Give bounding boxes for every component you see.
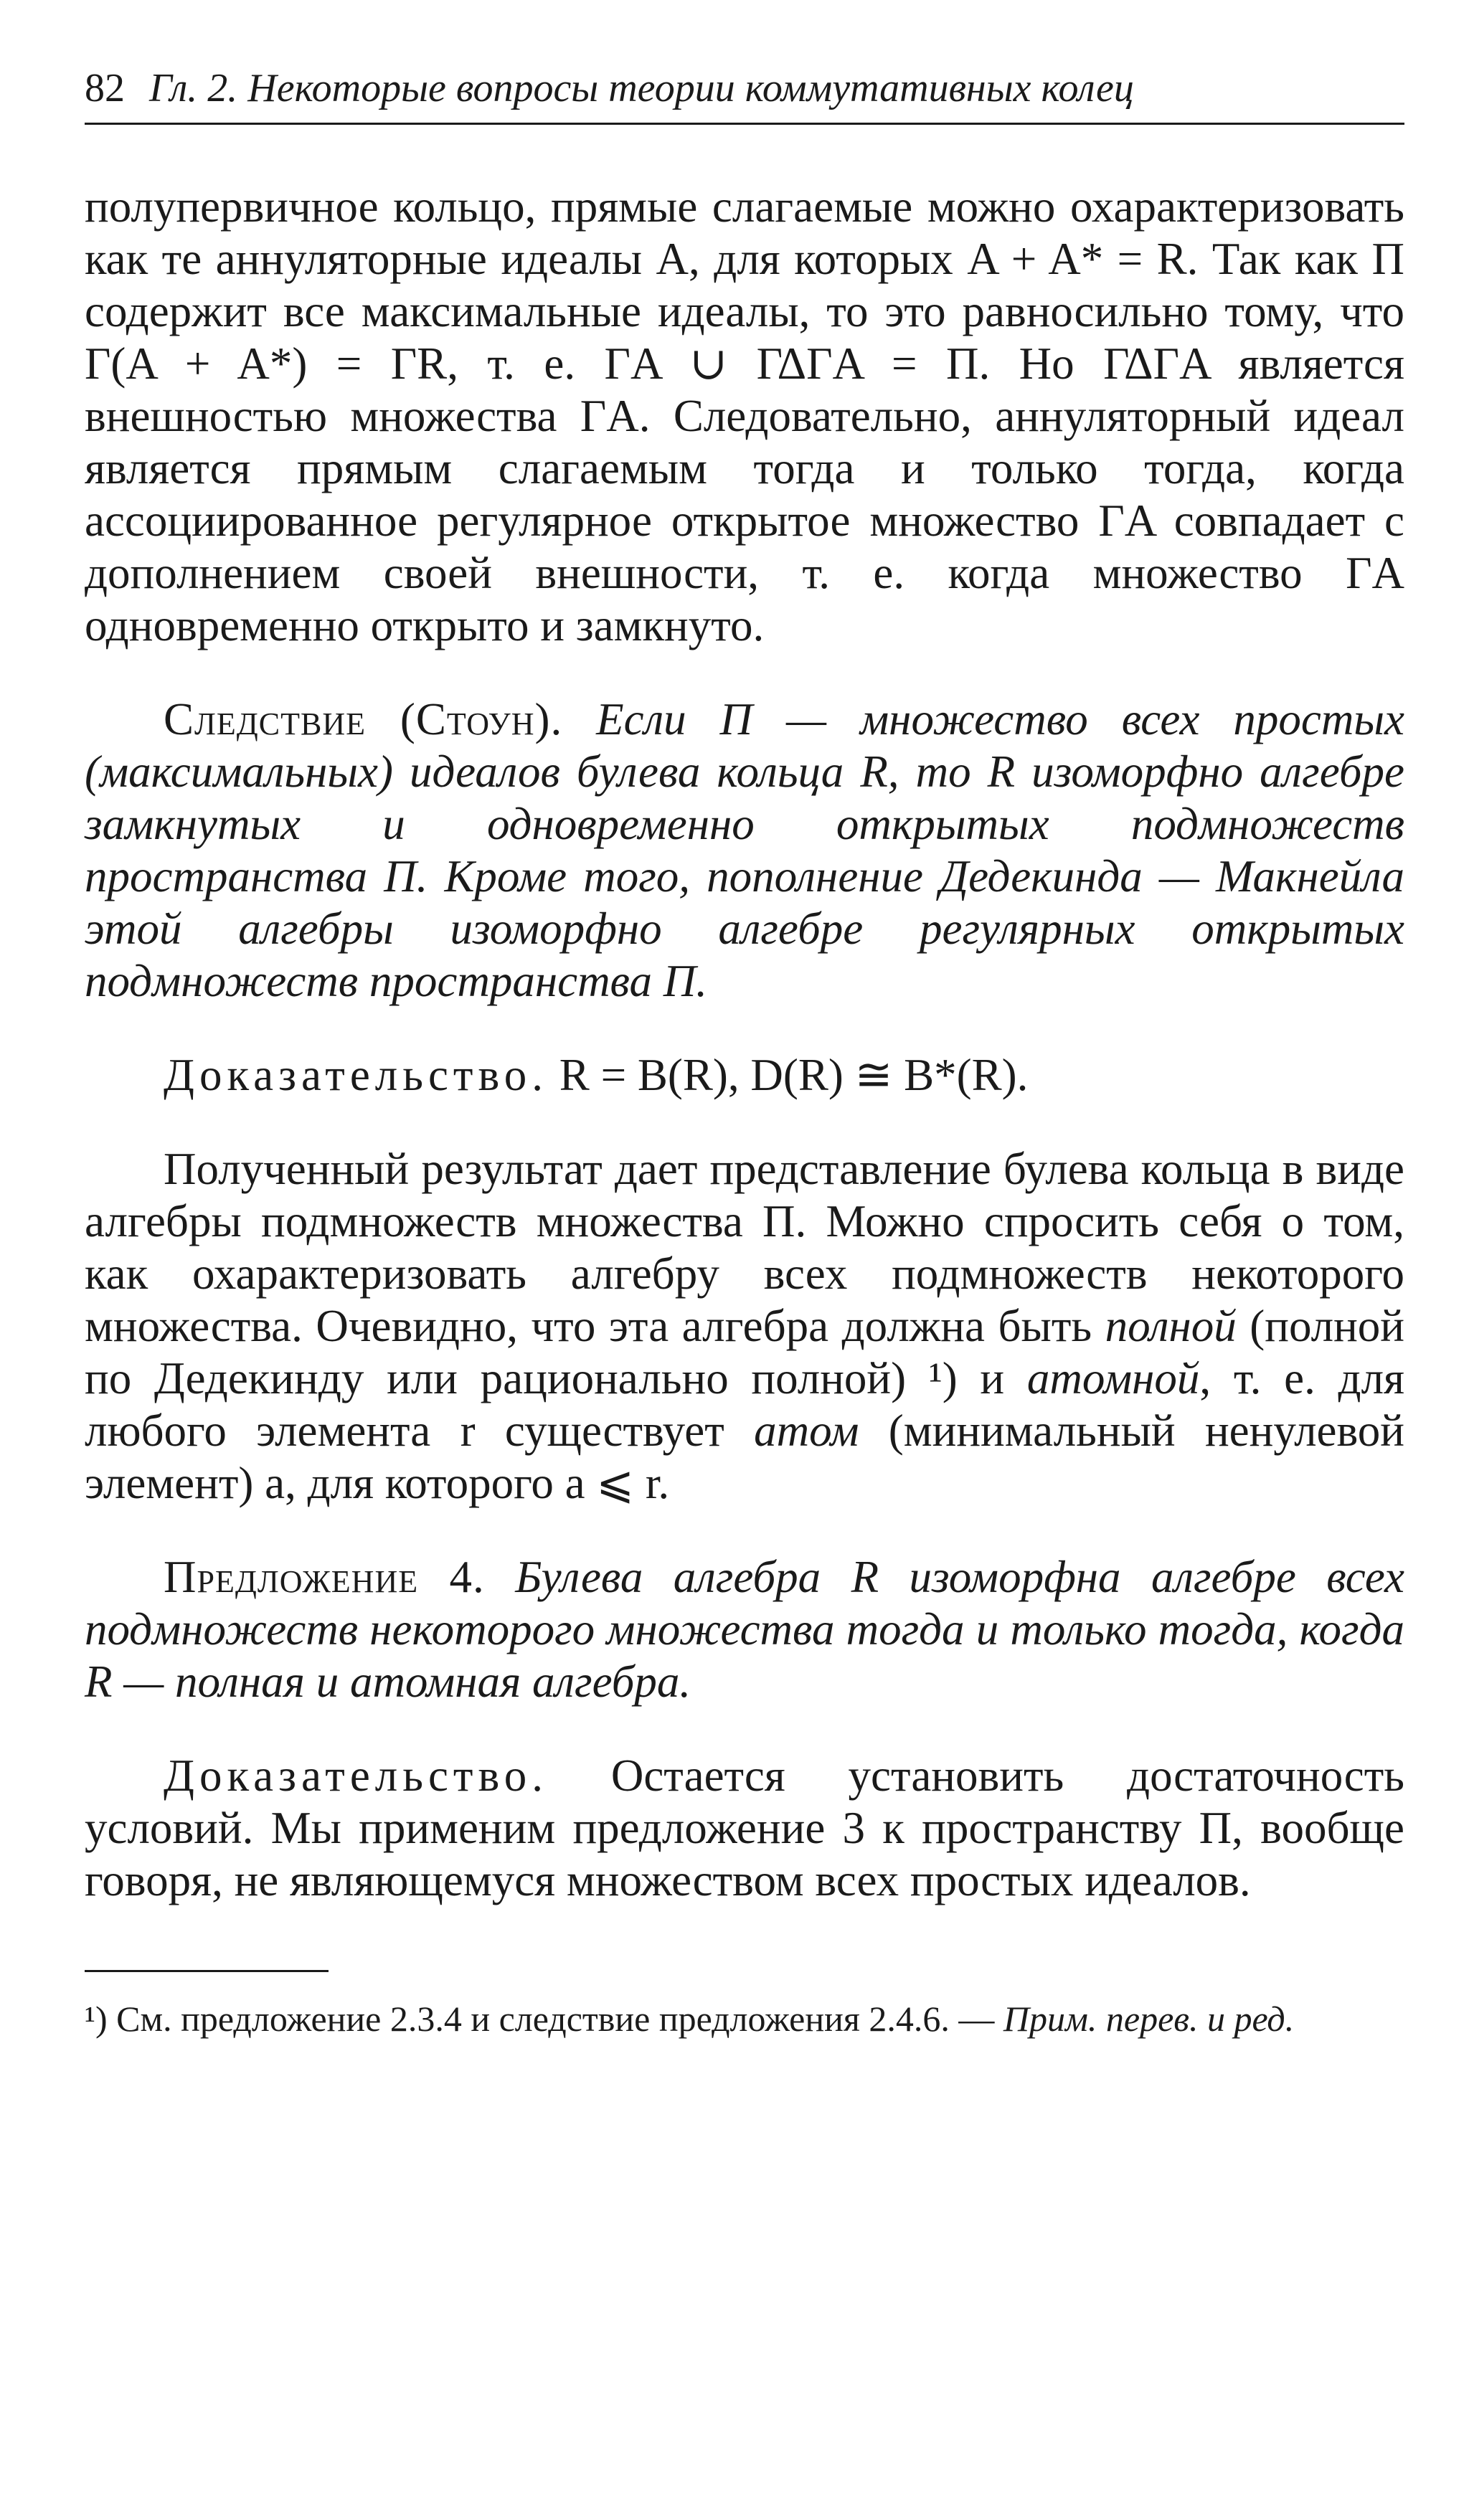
emphasis-term: атомной — [1026, 1353, 1200, 1404]
proof-text: Остается установить достаточность условий. Мы применим предложение 3 к пространству П, вообще говоря, не являющемуся множеством всех простых идеалов. — [85, 1751, 1404, 1906]
footnote-text: ¹) См. предложение 2.3.4 и следствие предложения 2.4.6. — — [85, 1999, 1003, 2040]
footnote — [85, 1996, 1404, 2041]
page-number: 82 — [85, 66, 125, 110]
paragraph-text: (полной по Дедекинду или рационально полной) ¹) и — [85, 1301, 1404, 1404]
corollary-label: Следствие (Стоун). — [164, 694, 563, 745]
corollary-block — [85, 693, 1404, 1008]
emphasis-term: полной — [1105, 1301, 1237, 1352]
paragraph-text: , т. е. для любого элемента r существует — [85, 1353, 1405, 1456]
paragraph-text: Полученный результат дает представление булева кольца в виде алгебры подмножеств множества П. Можно спросить себя о том, как охарактеризовать алгебру всех подмножеств некоторого множества. Очевидно, что эта алгебра должна быть — [85, 1144, 1404, 1352]
proof-block-2 — [85, 1750, 1404, 1907]
paragraph-continuation — [85, 181, 1404, 652]
proposition-text: Булева алгебра R изоморфна алгебре всех подмножеств некоторого множества тогда и только тогда, когда R — полная и атомная алгебра. — [85, 1552, 1405, 1707]
proof-block-1 — [85, 1049, 1404, 1102]
paragraph-text: (минимальный ненулевой элемент) a, для которого a ⩽ r. — [85, 1406, 1404, 1509]
proof-label: Доказательство. — [164, 1751, 549, 1801]
corollary-text: Если П — множество всех простых (максимальных) идеалов булева кольца R, то R изоморфно алгебре замкнутых и одновременно открытых подмножеств пространства П. Кроме того, пополнение Дедекинда — Макнейла этой алгебры изоморфно алгебре регулярных открытых подмножеств пространства П. — [85, 694, 1404, 1007]
footnote-note: Прим. перев. и ред. — [1003, 1999, 1295, 2040]
body-text — [85, 181, 1404, 1907]
proposition-label: Предложение 4. — [164, 1552, 485, 1603]
proposition-block — [85, 1551, 1404, 1708]
proof-label: Доказательство. — [164, 1050, 549, 1101]
paragraph-text: полупервичное кольцо, прямые слагаемые можно охарактеризовать как те аннуляторные идеалы A, для которых A + A* = R. Так как П содержит все максимальные идеалы, то это равносильно тому, что Γ(A + A*) = ΓR, т. е. ΓA ∪ ΓΔΓA = П. Но ΓΔΓA является внешностью множества ΓA. Следовательно, аннуляторный идеал является прямым слагаемым тогда и только тогда, когда ассоциированное регулярное открытое множество ΓA совпадает с дополнением своей внешности, т. е. когда множество ΓA одновременно открыто и замкнуто. — [85, 181, 1404, 651]
book-page — [85, 65, 1404, 2041]
footnote-rule — [85, 1970, 329, 1972]
chapter-title: Гл. 2. Некоторые вопросы теории коммутативных колец — [149, 66, 1134, 110]
running-head — [85, 65, 1404, 125]
proof-text: R = B(R), D(R) ≅ B*(R). — [559, 1050, 1029, 1101]
paragraph-representation — [85, 1143, 1404, 1510]
emphasis-term: атом — [754, 1406, 859, 1456]
